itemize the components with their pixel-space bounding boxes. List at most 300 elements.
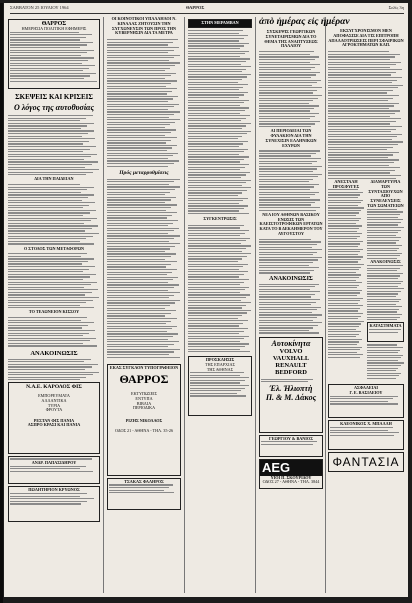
text-line <box>107 57 174 58</box>
text-line <box>107 204 177 205</box>
text-line <box>10 68 89 69</box>
text-line <box>259 69 311 70</box>
ad-title: Ν.Α.Ε. ΚΑΡΟΛΟΣ ΦΙΣ <box>26 384 82 391</box>
text-line <box>107 339 168 340</box>
text-line <box>8 340 90 341</box>
text-line <box>188 56 240 57</box>
text-line <box>188 233 245 234</box>
text-line <box>107 192 170 193</box>
text-line <box>107 137 177 138</box>
text-line <box>107 341 179 342</box>
text-line <box>328 95 399 96</box>
text-line <box>367 270 397 271</box>
text-line <box>367 281 403 282</box>
text-line <box>328 108 389 109</box>
text-line <box>261 444 313 445</box>
column-3 <box>188 17 252 595</box>
text-line <box>188 351 250 352</box>
text-line <box>328 347 362 348</box>
text-line <box>328 308 360 309</box>
text-line <box>328 295 357 296</box>
text-line <box>107 279 173 280</box>
text-line <box>328 154 393 155</box>
text-line <box>8 230 85 231</box>
text-line <box>328 207 364 208</box>
text-line <box>259 74 316 75</box>
text-line <box>259 72 320 73</box>
text-line <box>8 284 91 285</box>
text-line <box>188 156 249 157</box>
text-line <box>188 123 251 124</box>
text-line <box>328 254 358 255</box>
text-line <box>328 277 359 278</box>
text-line <box>107 39 178 40</box>
text-line <box>259 332 319 333</box>
text-line <box>188 58 250 59</box>
text-line <box>328 123 390 124</box>
text-line <box>188 180 251 181</box>
text-line <box>107 111 180 112</box>
text-line <box>367 314 402 315</box>
text-line <box>259 327 313 328</box>
text-line <box>8 207 83 208</box>
text-line <box>107 62 180 63</box>
text-line <box>107 153 178 154</box>
text-line <box>261 441 317 442</box>
text-line <box>367 253 402 254</box>
text-line <box>259 302 316 303</box>
text-line <box>259 80 321 81</box>
text-line <box>259 307 321 308</box>
text-line <box>107 104 179 105</box>
text-line <box>188 225 244 226</box>
text-line <box>8 192 81 193</box>
text-line <box>188 169 240 170</box>
text-line <box>330 430 388 431</box>
ad-aeg <box>259 459 323 489</box>
text-line <box>259 259 318 260</box>
text-line <box>107 274 167 275</box>
text-line <box>328 228 359 229</box>
text-line <box>107 91 172 92</box>
text-line <box>328 298 363 299</box>
text-line <box>259 82 317 83</box>
text-line <box>328 116 390 117</box>
ad-brand: VOLVO <box>279 347 303 355</box>
text-line <box>328 261 358 262</box>
text-line <box>8 322 94 323</box>
text-line <box>107 238 174 239</box>
text-line <box>10 503 81 504</box>
text-line <box>259 299 320 300</box>
text-line <box>190 390 241 391</box>
text-line <box>328 210 361 211</box>
text-line <box>8 320 81 321</box>
text-line <box>328 305 363 306</box>
text-line <box>188 100 249 101</box>
text-line <box>259 163 312 164</box>
section-heading: ΣΚΕΨΕΙΣ ΚΑΙ ΚΡΙΣΕΙΣ <box>15 93 93 101</box>
text-line <box>188 115 250 116</box>
text-line <box>8 128 81 129</box>
text-line <box>8 174 86 175</box>
fantasia-logo: ΦΑΝΤΑΣΙΑ <box>332 455 400 470</box>
text-line <box>8 141 89 142</box>
text-line <box>188 40 239 41</box>
text-line <box>107 160 179 161</box>
text-line <box>367 317 400 318</box>
text-line <box>107 184 169 185</box>
text-line <box>328 318 358 319</box>
text-line <box>328 200 363 201</box>
text-line <box>188 200 243 201</box>
ad-sub: ΚΛΕΟΝΙΚΟΣ Χ. ΜΠΑΛΛΗ <box>340 421 392 427</box>
banner-title: ΣΤΗΝ ΜΕΡΑΜΒΑΝ <box>201 20 239 25</box>
text-line <box>328 189 358 190</box>
ad-karolos <box>8 382 100 454</box>
text-line <box>328 100 388 101</box>
text-line <box>259 166 322 167</box>
text-line <box>8 187 94 188</box>
text-line <box>259 62 310 63</box>
split-columns <box>328 180 404 380</box>
text-line <box>8 372 99 373</box>
text-line <box>188 149 248 150</box>
text-line <box>261 381 308 382</box>
text-line <box>259 314 322 315</box>
text-line <box>188 312 247 313</box>
text-line <box>188 69 246 70</box>
text-line <box>330 435 394 436</box>
article-title: ΝΕΑ ΙΟΥ ΑΘΗΝΩΝ ΒΑΣΙΚΟΥ ΕΝΩΣΙΣ ΤΩΝ ΚΛΕΙΣΤΟΤΡΟΦΙΚΩΝ ΕΡΓΑΤΩΝ ΚΑΤΑ ΤΟ Β ΔΕΚΑΗΜΕΡΟΝ ΤΟΥ ΑΥΓΟΥΣΤΟΥ <box>259 211 323 236</box>
column-rule <box>184 17 185 593</box>
text-line <box>259 207 320 208</box>
text-line <box>188 89 239 90</box>
text-line <box>8 236 93 237</box>
text-line <box>107 357 180 358</box>
text-line <box>107 101 168 102</box>
text-line <box>330 403 398 404</box>
text-line <box>328 162 394 163</box>
text-line <box>107 292 180 293</box>
text-line <box>8 184 80 185</box>
text-line <box>8 200 82 201</box>
text-line <box>259 204 311 205</box>
text-line <box>188 97 239 98</box>
text-line <box>367 350 400 351</box>
subcolumn-left <box>328 180 364 380</box>
text-line <box>259 254 313 255</box>
text-line <box>107 230 174 231</box>
text-line <box>8 282 97 283</box>
text-line <box>259 317 317 318</box>
text-line <box>107 158 168 159</box>
column-2 <box>107 17 181 595</box>
text-line <box>107 235 180 236</box>
text-line <box>328 62 401 63</box>
text-line <box>367 355 403 356</box>
text-line <box>259 186 314 187</box>
column-5 <box>328 17 404 595</box>
text-line <box>259 330 309 331</box>
text-line <box>109 484 173 485</box>
text-line <box>328 194 360 195</box>
text-line <box>107 220 178 221</box>
text-line <box>367 211 403 212</box>
text-line <box>328 218 361 219</box>
text-line <box>10 468 80 469</box>
text-line <box>328 139 392 140</box>
text-line <box>367 286 398 287</box>
text-line <box>188 238 250 239</box>
text-line <box>10 498 94 499</box>
text-line <box>107 163 174 164</box>
text-line <box>328 215 356 216</box>
masthead-title: ΘΑΡΡΟΣ <box>41 21 67 27</box>
ad-title: ΓΕΩΡΓΙΟΥ & ΒΑΝΙΟΣ <box>269 435 313 441</box>
text-line <box>259 118 310 119</box>
text-line <box>328 326 359 327</box>
text-line <box>107 225 168 226</box>
text-line <box>328 113 395 114</box>
ad-kryonos <box>8 486 100 522</box>
header-date: ΣΑΒΒΑΤΟΝ 25 ΙΟΥΛΙΟΥ 1964 <box>10 5 69 10</box>
text-line <box>367 370 396 371</box>
ad-ballis <box>328 420 404 450</box>
text-line <box>188 102 244 103</box>
text-line <box>188 328 248 329</box>
text-line <box>328 264 364 265</box>
text-line <box>328 105 394 106</box>
text-line <box>328 241 363 242</box>
text-line <box>328 300 360 301</box>
ad-top: ΕΚΑΣ ΣΥΓΚΛΟΝ ΤΥΠΟΓΡΑΦΕΙΟΝ <box>109 364 179 370</box>
ad-title: ΤΣΑΚΑΣ ΦΑΛΗΡΟΣ <box>124 478 164 484</box>
article-title: ΟΙ ΚΟΙΝΟΤΙΚΟΙ ΥΠΑΛΛΗΛΟΙ Ν. ΚΙΝΑΛΑΣ ΖΗΤΟΥΣΙΝ ΤΗΝ ΣΥΓΧΩΝΕΥΣΙΝ ΤΩΝ ΠΡΟΣ ΤΗΝ ΚΥΒΕΡΝΗΣΙΝ ΔΙΑ ΤΑ ΜΕΤΡΑ <box>111 16 177 36</box>
text-line <box>188 76 247 77</box>
text-line <box>188 253 251 254</box>
text-line <box>328 256 363 257</box>
text-line <box>8 120 80 121</box>
text-line <box>328 280 356 281</box>
text-line <box>8 167 85 168</box>
ad-sub: Γ. Ε. ΒΑΣΙΛΕΙΟΥ <box>349 390 383 396</box>
text-line <box>188 205 248 206</box>
text-line <box>367 268 400 269</box>
text-line <box>259 192 319 193</box>
text-line <box>188 30 243 31</box>
text-line <box>107 346 168 347</box>
text-line <box>10 60 88 61</box>
text-line <box>328 341 359 342</box>
text-line <box>10 70 83 71</box>
newspaper-page <box>4 3 408 597</box>
text-line <box>367 214 400 215</box>
text-line <box>107 272 172 273</box>
text-line <box>188 261 238 262</box>
text-line <box>188 87 243 88</box>
text-line <box>259 244 317 245</box>
ad-line: ΕΜΠΟΡΕΥΜΑΤΑ <box>38 393 70 399</box>
announcements-heading: ΑΝΑΚΟΙΝΩΣΙΣ <box>30 349 78 357</box>
text-line <box>190 382 240 383</box>
subheading: ΣΥΓΚΕΝΤΡΩΣΙΣ <box>203 216 237 222</box>
text-line <box>259 92 313 93</box>
text-line <box>8 374 93 375</box>
text-line <box>107 243 180 244</box>
text-line <box>188 107 249 108</box>
text-line <box>259 116 315 117</box>
shop-box <box>367 322 404 342</box>
text-line <box>10 37 86 38</box>
text-line <box>259 304 311 305</box>
text-line <box>8 274 96 275</box>
text-line <box>107 65 175 66</box>
text-line <box>107 50 174 51</box>
text-line <box>8 194 94 195</box>
text-line <box>107 68 170 69</box>
text-line <box>188 294 250 295</box>
text-line <box>328 110 400 111</box>
text-line <box>8 118 86 119</box>
text-line <box>109 490 164 491</box>
text-line <box>328 352 357 353</box>
article-title: ΕΚΣΥΓΧΡΟΝΙΣΜΟΝ ΜΕΝ ΑΠΟΦΑΣΙΣΕ ΔΙΑ ΤΙΣ ΕΠΙΤΡΟΠΗ ΑΠΑΛΛΟΤΡΙΩΣΕΙΣ ΠΕΡΙ ΣΦΑΙΡΙΚΩΝ ΑΓΡΟΚΤΗΜΑΤΩΝ ΚΛΠ. <box>328 28 404 48</box>
text-line <box>188 203 239 204</box>
text-line <box>188 300 241 301</box>
text-line <box>107 44 168 45</box>
text-line <box>328 74 391 75</box>
text-line <box>188 151 244 152</box>
text-line <box>259 126 311 127</box>
text-line <box>10 57 94 58</box>
text-line <box>259 90 317 91</box>
text-line <box>328 152 399 153</box>
ad-brand: RENAULT <box>275 361 307 369</box>
text-line <box>188 230 249 231</box>
text-line <box>328 310 358 311</box>
text-line <box>107 266 166 267</box>
text-line <box>8 294 85 295</box>
text-line <box>8 212 90 213</box>
text-line <box>328 167 400 168</box>
text-line <box>8 233 99 234</box>
text-line <box>107 60 169 61</box>
text-line <box>330 398 393 399</box>
text-line <box>188 33 239 34</box>
text-line <box>328 344 357 345</box>
text-line <box>107 129 176 130</box>
text-line <box>107 70 165 71</box>
text-line <box>259 158 321 159</box>
text-line <box>367 278 398 279</box>
text-line <box>328 67 390 68</box>
text-line <box>328 334 359 335</box>
text-line <box>367 375 399 376</box>
text-line <box>188 174 246 175</box>
text-line <box>328 313 363 314</box>
column-rule <box>325 17 326 593</box>
text-line <box>188 302 251 303</box>
text-line <box>107 284 179 285</box>
text-line <box>107 228 179 229</box>
text-line <box>8 279 83 280</box>
text-line <box>367 230 401 231</box>
ad-line: ΑΣΠΡΟ ΚΡΑΣΙ ΚΑΙ ΠΑΝΙΑ <box>27 422 81 428</box>
subheading: ΠΡΟΣΦΥΓΕΣ <box>332 183 360 189</box>
text-line <box>328 202 361 203</box>
text-line <box>107 93 167 94</box>
text-line <box>367 293 398 294</box>
text-line <box>328 339 362 340</box>
text-line <box>259 168 317 169</box>
text-line <box>8 125 87 126</box>
ad-title: ΑΝΔΡ. ΠΑΠΑΣΙΔΗΡΟΥ <box>31 460 77 466</box>
text-line <box>188 213 249 214</box>
text-line <box>8 136 82 137</box>
text-line <box>259 153 316 154</box>
text-line <box>259 77 311 78</box>
text-line <box>188 245 251 246</box>
text-line <box>328 157 388 158</box>
text-line <box>8 263 82 264</box>
text-line <box>107 251 165 252</box>
subheading: ΑΝΑΚΟΙΝΩΣΙΣ <box>370 259 401 265</box>
ad-brand: BEDFORD <box>275 368 307 376</box>
ad-fantasia <box>328 452 404 472</box>
text-line <box>367 232 398 233</box>
text-line <box>188 243 241 244</box>
text-line <box>107 282 168 283</box>
text-line <box>328 357 360 358</box>
text-line <box>107 313 171 314</box>
text-line <box>8 261 88 262</box>
text-line <box>188 159 244 160</box>
text-line <box>8 218 97 219</box>
text-line <box>328 72 396 73</box>
text-line <box>8 258 94 259</box>
text-line <box>188 61 246 62</box>
text-line <box>107 277 178 278</box>
text-line <box>188 146 239 147</box>
text-line <box>107 86 166 87</box>
scan-edge <box>0 3 3 603</box>
text-line <box>107 78 165 79</box>
text-line <box>8 220 91 221</box>
subheading: ΔΙΑ ΤΗΝ ΠΑΙΔΕΙΑΝ <box>34 176 74 182</box>
text-line <box>367 242 396 243</box>
text-line <box>107 189 175 190</box>
text-line <box>107 73 176 74</box>
text-line <box>188 190 247 191</box>
text-line <box>188 133 247 134</box>
text-line <box>8 146 96 147</box>
text-line <box>8 202 95 203</box>
text-line <box>188 240 246 241</box>
text-line <box>8 359 91 360</box>
text-line <box>8 289 98 290</box>
text-line <box>107 155 173 156</box>
article-title: Πρός μεταρρυθμίσεις <box>119 169 169 176</box>
text-line <box>188 331 244 332</box>
text-line <box>107 321 171 322</box>
text-line <box>259 184 319 185</box>
text-line <box>367 291 401 292</box>
text-line <box>8 305 80 306</box>
text-line <box>107 318 177 319</box>
ad-cars <box>259 337 323 433</box>
text-line <box>328 349 360 350</box>
